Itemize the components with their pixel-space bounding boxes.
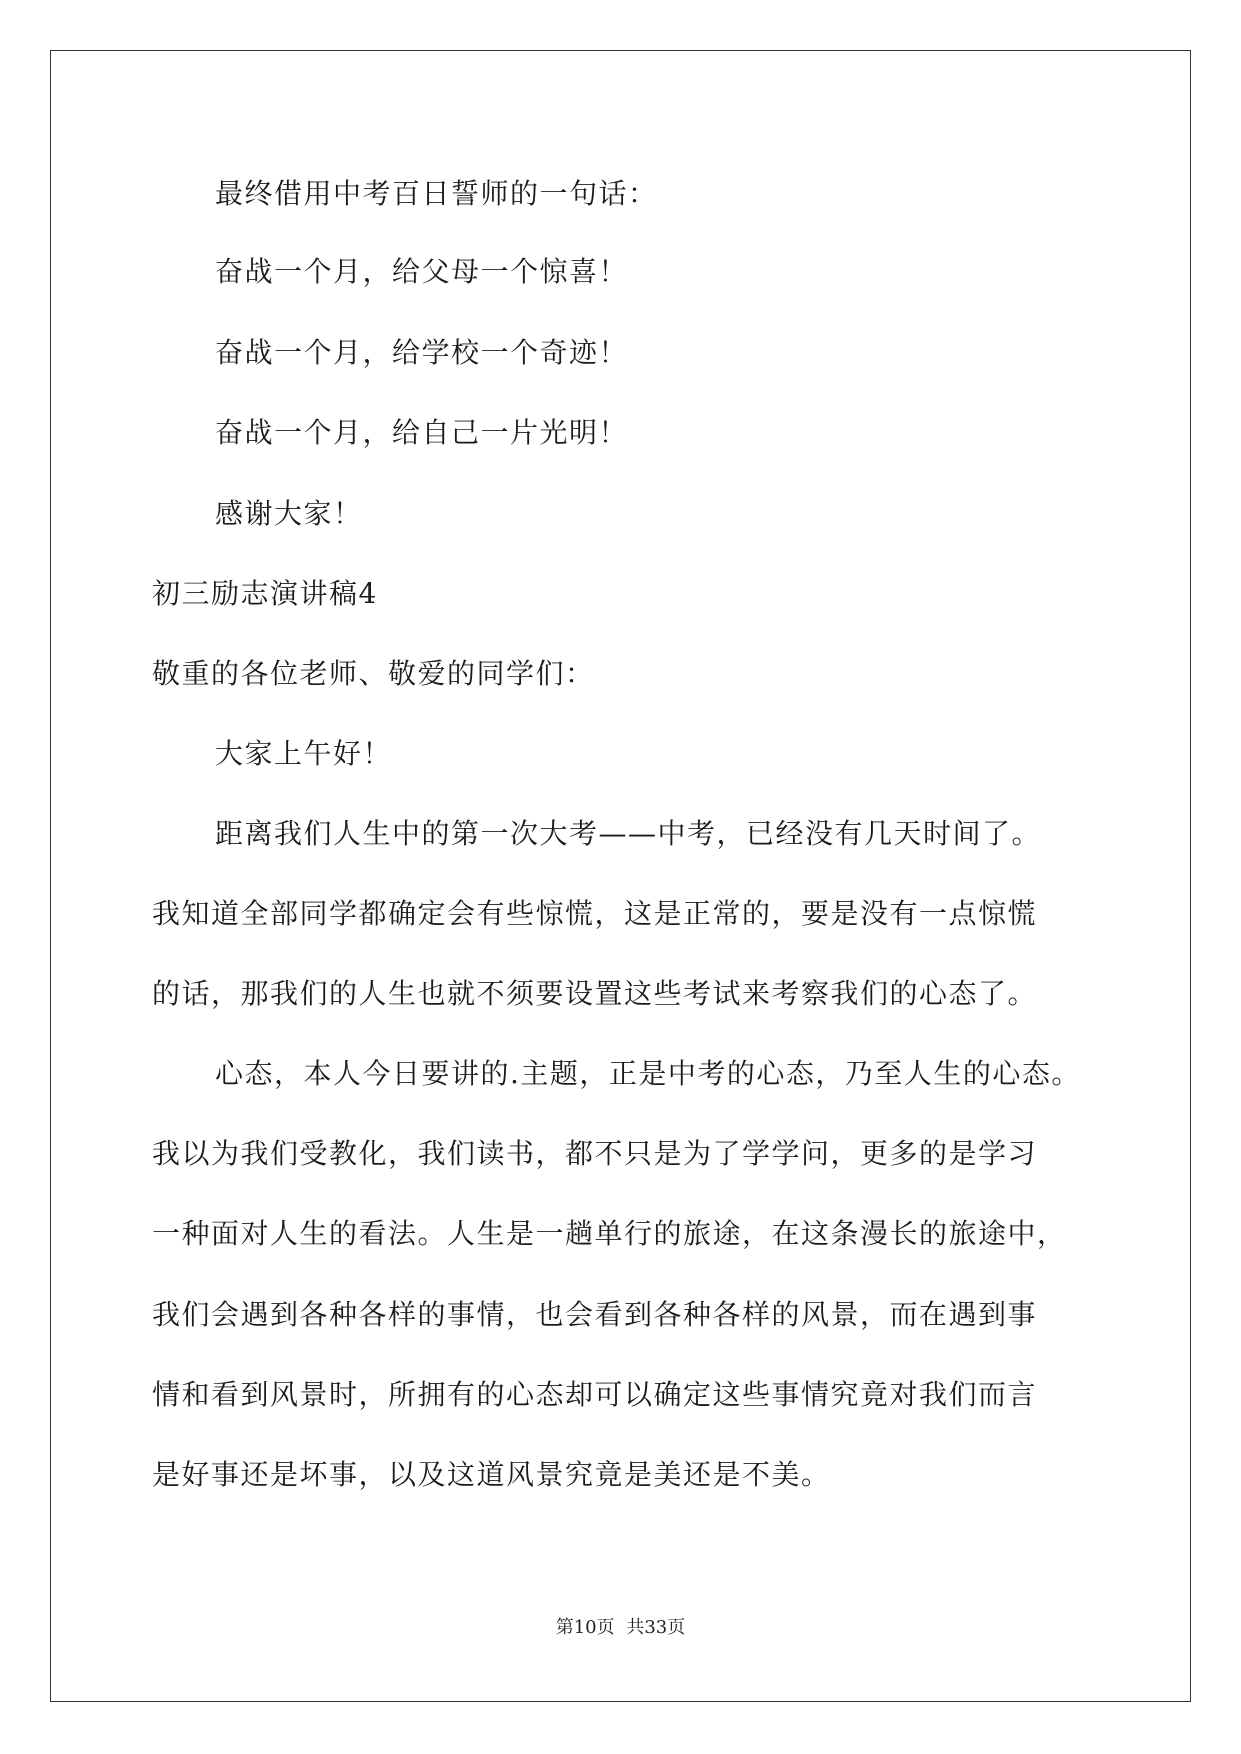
paragraph-line: 心态，本人今日要讲的.主题，正是中考的心态，乃至人生的心态。: [215, 1057, 1081, 1090]
paragraph-line: 最终借用中考百日誓师的一句话：: [215, 177, 658, 210]
section-heading: 初三励志演讲稿4: [152, 577, 378, 610]
paragraph-line: 我知道全部同学都确定会有些惊慌，这是正常的，要是没有一点惊慌: [152, 897, 1038, 930]
paragraph-line: 是好事还是坏事，以及这道风景究竟是美还是不美。: [152, 1458, 831, 1491]
page-total: 共33页: [626, 1617, 686, 1638]
paragraph-line: 距离我们人生中的第一次大考——中考，已经没有几天时间了。: [215, 817, 1042, 850]
salutation-line: 敬重的各位老师、敬爱的同学们：: [152, 657, 595, 690]
paragraph-line: 我以为我们受教化，我们读书，都不只是为了学学问，更多的是学习: [152, 1137, 1038, 1170]
paragraph-line: 奋战一个月，给学校一个奇迹！: [215, 336, 629, 369]
page-number: 第10页: [555, 1617, 615, 1638]
paragraph-line: 感谢大家！: [215, 497, 363, 530]
paragraph-line: 大家上午好！: [215, 737, 393, 770]
paragraph-line: 奋战一个月，给父母一个惊喜！: [215, 255, 629, 288]
paragraph-line: 一种面对人生的看法。人生是一趟单行的旅途，在这条漫长的旅途中，: [152, 1217, 1067, 1250]
paragraph-line: 的话，那我们的人生也就不须要设置这些考试来考察我们的心态了。: [152, 977, 1038, 1010]
page-footer: [0, 1617, 1241, 1639]
paragraph-line: 情和看到风景时，所拥有的心态却可以确定这些事情究竟对我们而言: [152, 1378, 1038, 1411]
paragraph-line: 我们会遇到各种各样的事情，也会看到各种各样的风景，而在遇到事: [152, 1298, 1038, 1331]
page-border: [50, 50, 1191, 1702]
paragraph-line: 奋战一个月，给自己一片光明！: [215, 416, 629, 449]
